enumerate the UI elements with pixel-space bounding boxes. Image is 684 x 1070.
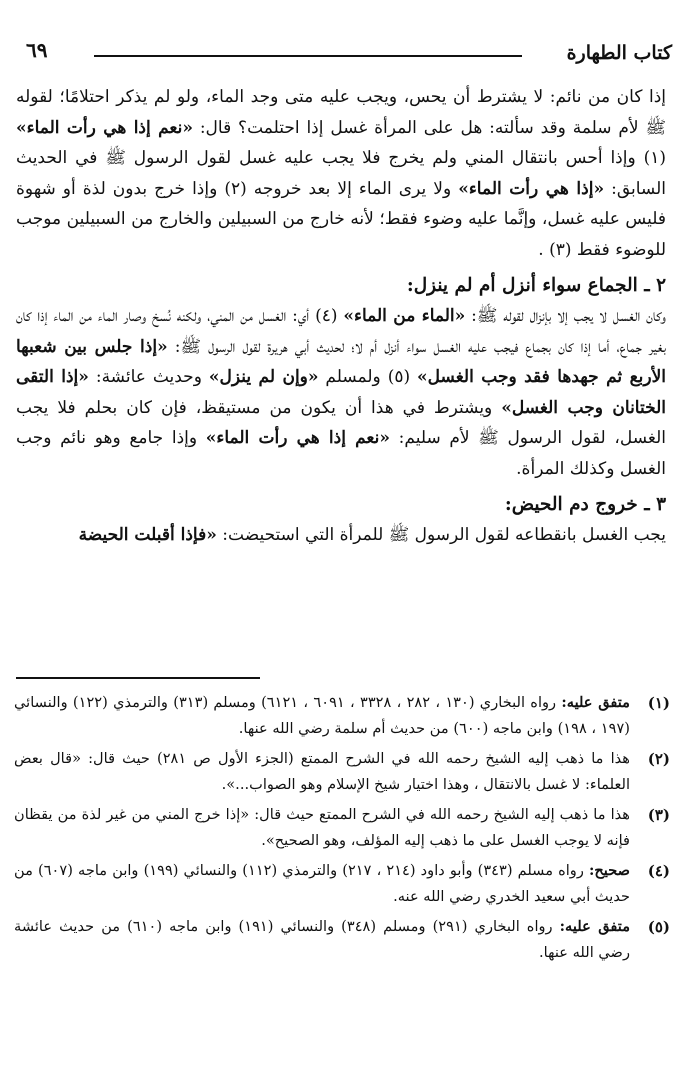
- text-run: رواه البخاري (٢٩١) ومسلم (٣٤٨) والنسائي (١٩١) وابن ماجه (٦١٠) من حديث عائشة رضي الله عنها.: [14, 918, 630, 961]
- footnote-text: [14, 914, 630, 966]
- text-run: هذا ما ذهب إليه الشيخ رحمه الله في الشرح الممتع (الجزء الأول ص ٢٨١) حيث قال: «قال بعض العلماء: لا غسل بالانتقال ، وهذا اختيار شيخ الإسلام وهو الصواب...».: [14, 750, 630, 793]
- text-run: رواه البخاري (١٣٠ ، ٢٨٢ ، ٣٣٢٨ ، ٦٠٩١ ، ٦١٢١) ومسلم (٣١٣) والترمذي (١٢٢) والنسائي (١٩٧ ، ١٩٨) وابن ماجه (٦٠٠) من حديث أم سلمة رضي الله عنها.: [14, 694, 630, 737]
- footnote-text: [14, 858, 630, 910]
- text-run: وإذا جامع وهو نائم وجب الغسل وكذلك المرأة.: [16, 428, 666, 479]
- text-run: (٥) ولمسلم: [318, 367, 418, 387]
- footnote-text: [14, 802, 630, 854]
- footnote-number: (٤): [647, 862, 670, 880]
- footnote-label: صحيح:: [588, 862, 631, 879]
- footnote-number: (٢): [647, 750, 670, 768]
- hadith-quote: «نعم إذا هي رأت الماء»: [205, 428, 390, 448]
- text-run: (٤) أي: الغسل من المني، ولكنه نُسخ وصار الماء من الماء إذا كان بغير جماع، أما إذا كان بجماع فيجب عليه الغسل سواء أنزل أم لا؛ لحديث أبي هريرة لقول الرسول ﷺ:: [16, 306, 666, 357]
- footnote: [14, 802, 670, 854]
- text-run: وحديث عائشة:: [88, 367, 209, 387]
- paragraph-1: [16, 82, 666, 265]
- footnotes: [14, 690, 670, 970]
- text-run: هذا ما ذهب إليه الشيخ رحمه الله في الشرح الممتع حيث قال: «إذا خرج المني من غير لذة من يقظان فإنه لا يوجب الغسل على ما ذهب إليه المؤلف، وهو الصحيح».: [14, 806, 630, 849]
- footnote: [14, 690, 670, 742]
- text-run: إذا كان من نائم: لا يشترط أن يحس، ويجب عليه متى وجد الماء، ولو لم يذكر احتلامًا؛ لقوله ﷺ لأم سلمة وقد سألته: هل على المرأة غسل إذا احتلمت؟ قال:: [16, 87, 666, 138]
- text-run: (١) وإذا أحس بانتقال المني ولم يخرج فلا يجب عليه غسل لقول الرسول ﷺ في الحديث السابق:: [16, 148, 666, 199]
- hadith-quote: «وإن لم ينزل»: [208, 367, 319, 387]
- footnote-label: متفق عليه:: [559, 918, 631, 935]
- footnote-number: (٣): [647, 806, 670, 824]
- page-number: ٦٩: [26, 38, 48, 62]
- header-rule: [94, 55, 522, 57]
- text-run: يجب الغسل بانقطاعه لقول الرسول ﷺ للمرأة التي استحيضت:: [216, 525, 666, 545]
- footnote: [14, 914, 670, 966]
- hadith-quote: «إذا هي رأت الماء»: [458, 178, 605, 199]
- footnote-number: (١): [647, 694, 670, 712]
- footnote: [14, 746, 670, 798]
- hadith-quote: «إذا التقى الختانان وجب الغسل»: [16, 367, 666, 418]
- section-heading-3: ٣ ـ خروج دم الحيض:: [504, 494, 666, 515]
- book-title: كتاب الطهارة: [566, 42, 672, 64]
- text-run: وكان الغسل لا يجب إلا بإنزال لقوله ﷺ:: [465, 306, 666, 326]
- text-run: ولا يرى الماء إلا بعد خروجه (٢) وإذا خرج بدون لذة أو شهوة فليس عليه غسل، وإنَّما عليه وضوء فقط؛ لأنه خارج من السبيلين والخارج من السبيلين موجب للوضوء فقط (٣) .: [16, 178, 666, 260]
- hadith-quote: «فإذا أقبلت الحيضة: [78, 525, 217, 545]
- paragraph-2: [16, 301, 666, 484]
- footnote-separator: [16, 677, 260, 679]
- main-text: [16, 82, 666, 551]
- footnote-text: [14, 690, 630, 742]
- text-run: رواه مسلم (٣٤٣) وأبو داود (٢١٤ ، ٢١٧) والترمذي (١١٢) والنسائي (١٩٩) وابن ماجه (٦٠٧) من حديث أبي سعيد الخدري رضي الله عنه.: [14, 862, 630, 905]
- footnote: [14, 858, 670, 910]
- hadith-quote: «الماء من الماء»: [343, 306, 466, 326]
- hadith-quote: «نعم إذا هي رأت الماء»: [16, 117, 193, 138]
- footnote-text: [14, 746, 630, 798]
- footnote-label: متفق عليه:: [561, 694, 630, 711]
- section-heading-2: ٢ ـ الجماع سواء أنزل أم لم ينزل:: [406, 275, 666, 296]
- hadith-quote: «إذا جلس بين شعبها الأربع ثم جهدها فقد وجب الغسل»: [16, 336, 666, 387]
- page-header: [14, 38, 672, 72]
- paragraph-3: [16, 520, 666, 551]
- text-run: ويشترط في هذا أن يكون من مستيقظ، فإن كان بحلم فلا يجب الغسل، لقول الرسول ﷺ لأم سليم:: [16, 397, 666, 448]
- footnote-number: (٥): [647, 918, 670, 936]
